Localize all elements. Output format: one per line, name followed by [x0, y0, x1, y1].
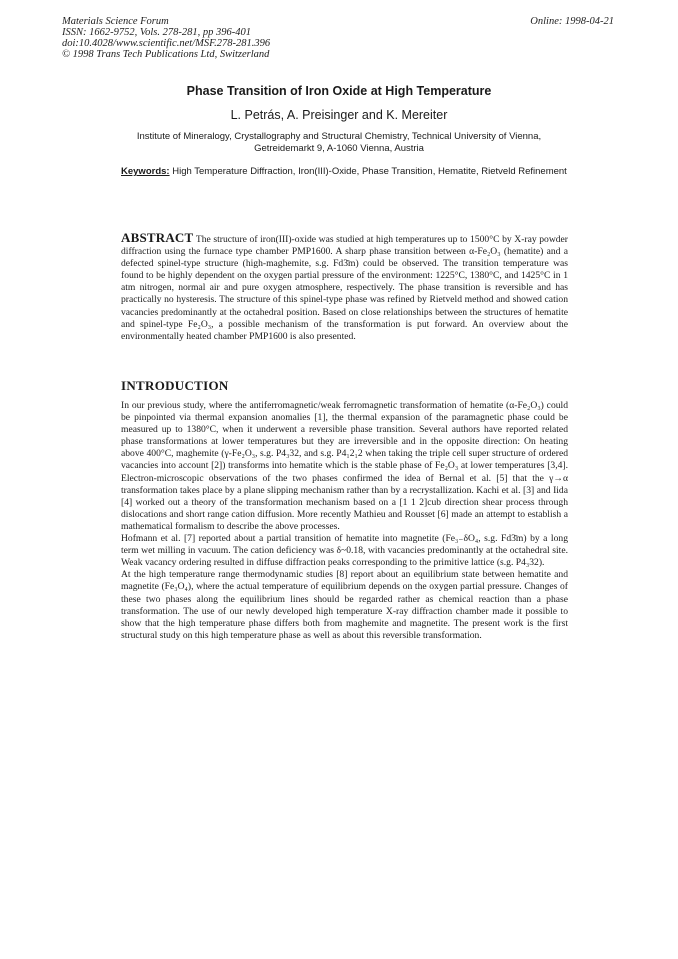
introduction-body — [121, 400, 568, 642]
abstract-label: ABSTRACT — [121, 230, 194, 245]
paper-title: Phase Transition of Iron Oxide at High Temperature — [186, 84, 492, 98]
copyright-line: © 1998 Trans Tech Publications Ltd, Switzerland — [62, 49, 270, 60]
doi-line[interactable]: doi:10.4028/www.scientific.net/MSF.278-281.396 — [62, 38, 271, 49]
abstract-block — [121, 232, 568, 343]
abstract-text: The structure of iron(III)-oxide was studied at high temperatures up to 1500°C by X-ray powder diffraction using the furnace type chamber PMP1600. A sharp phase transition between α-Fe₂O₃ (hematite) and a defected spinel-type structure (high-maghemite, s.g. Fd3̄m) could be observed. The transition temperature was found to be highly dependent on the oxygen partial pressure of the environment: 1225°C, 1380°C, and 1425°C in 1 atm nitrogen, normal air and pure oxygen atmosphere, respectively. The phase transition is reversible and has practically no hysteresis. The structure of this spinel-type phase was refined by Rietveld method and showed cation vacancies predominantly at the octahedral position. Based on close relationships between the structures of hematite and spinel-type Fe₂O₃, a possible mechanism of the transformation is put forward. An overview about the environmentally heated chamber PMP1600 is also presented. — [121, 234, 569, 342]
online-date: Online: 1998-04-21 — [530, 16, 614, 27]
author-affiliation: Institute of Mineralogy, Crystallography and Structural Chemistry, Technical University of Vienna, Getreidemarkt 9, A-1060 Vienna, Austria — [136, 131, 542, 154]
keywords-label: Keywords: — [121, 166, 170, 177]
introduction-paragraph: Hofmann et al. [7] reported about a partial transition of hematite into magnetite (Fe₃₋δO₄, s.g. Fd3̄m) by a long term wet milling in vacuum. The cation deficiency was δ~0.18, with vacancies predominantly at the octahedral site. Weak vacancy ordering resulted in diffuse diffraction peaks corresponding to the primitive lattice (s.g. P4₃32). — [121, 533, 568, 569]
introduction-heading: INTRODUCTION — [121, 378, 229, 393]
introduction-paragraph: At the high temperature range thermodynamic studies [8] report about an equilibrium state between hematite and magnetite (Fe₃O₄), where the actual temperature of equilibrium depends on the oxygen partial pressure. Changes of these two phases along the equilibrium lines should be regarded rather as chemical reaction than a phase transformation. The use of our newly developed high temperature X-ray diffraction chamber made it possible to show that the high temperature phase differs both from maghemite and magnetite. The present work is the first structural study on this high temperature phase as well as about this reversible transformation. — [121, 569, 568, 641]
paper-authors: L. Petrás, A. Preisinger and K. Mereiter — [230, 108, 448, 122]
journal-header — [62, 16, 270, 60]
keywords-block — [121, 166, 567, 178]
introduction-paragraph: In our previous study, where the antiferromagnetic/weak ferromagnetic transformation of hematite (α-Fe₂O₃) could be pinpointed via thermal expansion anomalies [1], the thermal expansion of the paramagnetic phase could be measured up to 1380°C, when it underwent a reversible phase transition. Several authors have reported related phase transformations at lower temperatures but they are irreversible and in the opposite direction: On heating above 400°C, maghemite (γ-Fe₂O₃, s.g. P4₃32, and s.g. P4₁2₁2 when taking the triple cell super structure of ordered vacancies into account [2]) transforms into hematite which is the stable phase of Fe₂O₃ at lower temperatures [3,4]. Electron-microscopic observations of the two phases confirmed the idea of Bernal et al. [5] that the γ→α transformation takes place by a plane slipping mechanism rather than by a recrystallization. Kachi et al. [3] and Iida [4] worked out a theory of the transformation mechanism based on a [1 1 2]cub direction shear process through dislocations and short range cation diffusion. More recently Mathieu and Rousset [6] made an attempt to establish a mathematical formalism to describe the above processes. — [121, 400, 568, 532]
journal-name: Materials Science Forum — [62, 16, 169, 27]
issn-line: ISSN: 1662-9752, Vols. 278-281, pp 396-401 — [62, 27, 251, 38]
keywords-text: High Temperature Diffraction, Iron(III)-Oxide, Phase Transition, Hematite, Rietveld Refinement — [172, 166, 567, 177]
